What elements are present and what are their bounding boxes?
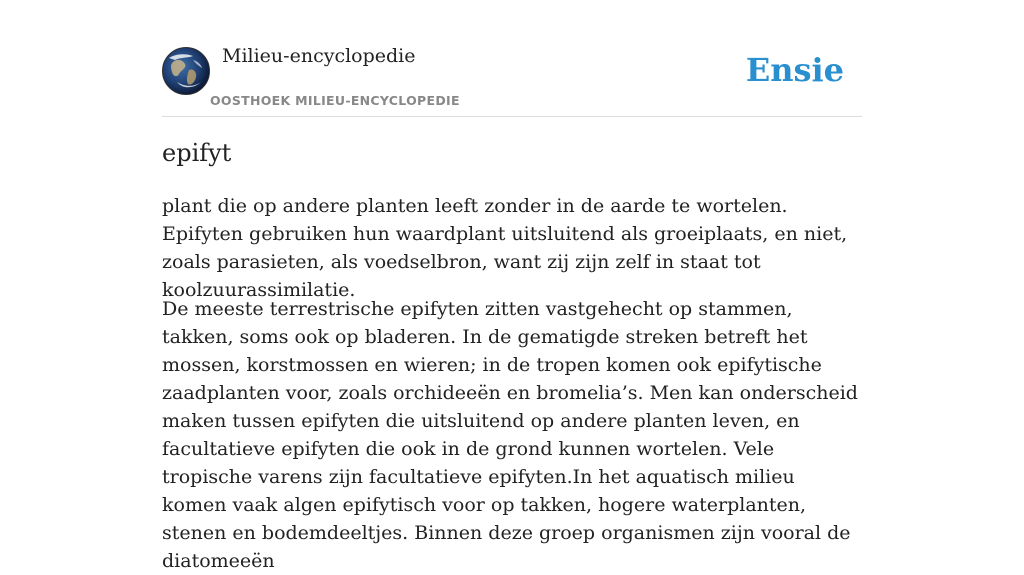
site-header — [162, 0, 862, 117]
earth-globe-icon[interactable] — [162, 47, 210, 95]
article-paragraph: De meeste terrestrische epifyten zitten vastgehecht op stammen, takken, soms ook op bladeren. In de gematigde streken betreft het mossen, korstmossen en wieren; in de tropen komen ook epifytische zaadplanten voor, zoals orchideeën en bromelia’s. Men kan onderscheid maken tussen epifyten die uitsluitend op andere planten leven, en facultatieve epifyten die ook in de grond kunnen wortelen. Vele tropische varens zijn facultatieve epifyten.In het aquatisch milieu komen vaak algen epifytisch voor op takken, hogere waterplanten, stenen en bodemdeeltjes. Binnen deze groep organismen zijn vooral de diatomeeën — [162, 298, 858, 572]
site-subtitle[interactable]: OOSTHOEK MILIEU-ENCYCLOPEDIE — [210, 93, 460, 108]
brand-logo[interactable]: Ensie — [745, 51, 844, 89]
site-name[interactable]: Milieu-encyclopedie — [222, 45, 416, 67]
article-paragraph: plant die op andere planten leeft zonder in de aarde te wortelen. Epifyten gebruiken hun waardplant uitsluitend als groeiplaats, en niet, zoals parasieten, als voedselbron, want zij zijn zelf in staat tot koolzuurassimilatie. — [162, 195, 848, 301]
content-container — [162, 0, 862, 572]
page-title: epifyt — [162, 139, 232, 167]
